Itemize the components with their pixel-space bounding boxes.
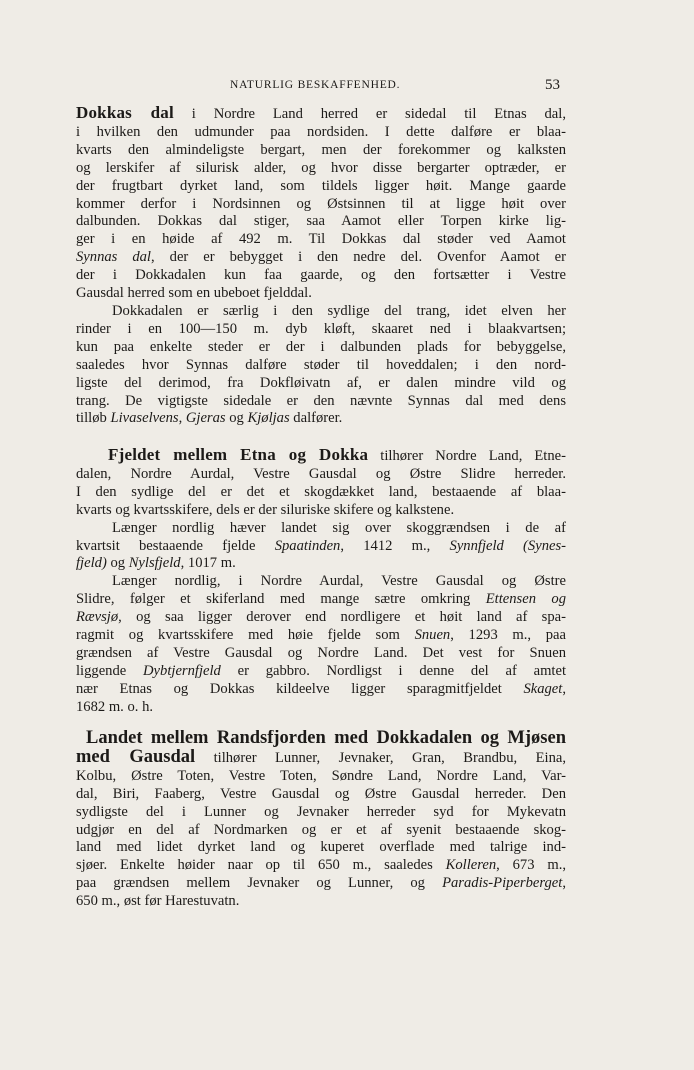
text-line: fjeld) og Nylsfjeld, 1017 m. [76,555,236,572]
text-line: der i Dokkadalen kun faa gaarde, og den fortsætter i Vestre [76,267,566,284]
text-line: rinder i en 100—150 m. dyb kløft, skaaret ned i blaakvartsen; [76,320,566,337]
text-line: ragmit og kvartsskifere med høie fjelde som Snuen, 1293 m., paa [76,627,566,644]
text-line: Fjeldet mellem Etna og Dokka tilhører Nordre Land, Etne- [108,446,566,464]
text-line: Længer nordlig, i Nordre Aurdal, Vestre Gausdal og Østre [112,573,566,590]
text-line: Rævsjø, og saa ligger derover end nordligere et høit land af spa- [76,609,566,626]
text-line: tilløb Livaselvens, Gjeras og Kjøljas dalfører. [76,410,343,427]
section-fjeldet-etna-dokka [76,446,566,717]
text-line: Dokkadalen er særlig i den sydlige del trang, idet elven her [112,302,566,319]
text-line: ger i en høide af 492 m. Til Dokkas dal støder ved Aamot [76,231,566,248]
text-line: dalbunden. Dokkas dal stiger, saa Aamot eller Torpen kirke lig- [76,213,566,230]
text-line: Kolbu, Østre Toten, Vestre Toten, Søndre Land, Nordre Land, Var- [76,767,566,784]
section-heading: Dokkas dal [76,104,174,122]
text-line: med Gausdal tilhører Lunner, Jevnaker, Gran, Brandbu, Eina, [76,748,566,767]
text-line: ligste del derimod, fra Dokfløivatn af, er dalen mindre vild og [76,374,566,391]
text-line: grændsen af Vestre Gausdal og Nordre Land. Det vest for Snuen [76,644,566,661]
text-line: sydligste del i Lunner og Jevnaker herreder syd for Mykevatn [76,803,566,820]
text-line: liggende Dybtjernfjeld er gabbro. Nordligst i denne del af amtet [76,662,566,679]
text-line: Slidre, følger et skiferland med mange sætre omkring Ettensen og [76,591,566,608]
text-line: der frugtbart dyrket land, som tildels ligger høit. Mange gaarde [76,177,566,194]
text-line: udgjør en del af Nordmarken og er et af syenit bestaaende skog- [76,821,566,838]
text-line: kommer derfor i Nordsinnen og Østsinnen til at ligge høit over [76,195,566,212]
text-line: Længer nordlig hæver landet sig over skoggrændsen i de af [112,519,566,536]
section-heading: Landet mellem Randsfjorden med Dokkadalen og Mjøsen [86,730,566,748]
text-line: 1682 m. o. h. [76,698,154,715]
text-line: dalen, Nordre Aurdal, Vestre Gausdal og Østre Slidre herreder. [76,465,566,482]
text-line: kvartsit bestaaende fjelde Spaatinden, 1412 m., Synnfjeld (Synes- [76,537,566,554]
running-title: NATURLIG BESKAFFENHED. [230,79,401,91]
text-line: paa grændsen mellem Jevnaker og Lunner, og Paradis-Piperberget, [76,875,566,892]
text-line: kvarts og kvartsskifere, dels er der siluriske skifere og kalkstene. [76,501,455,518]
text-line: sjøer. Enkelte høider naar op til 650 m., saaledes Kolleren, 673 m., [76,857,566,874]
page-number: 53 [545,77,560,93]
text-line: Synnas dal, der er bebygget i den nedre del. Ovenfor Aamot er [76,249,566,266]
section-heading: Fjeldet mellem Etna og Dokka [108,446,369,464]
text-line: Dokkas dal i Nordre Land herred er sidedal til Etnas dal, [76,104,566,122]
section-heading-cont: med Gausdal [76,748,196,767]
text-line: nær Etnas og Dokkas kildeelve ligger sparagmitfjeldet Skaget, [76,680,566,697]
text-line: i hvilken den udmunder paa nordsiden. I dette dalføre er blaa- [76,123,566,140]
text-line: og lerskifer af silurisk alder, og hvor disse bergarter optræder, er [76,159,566,176]
text-line: Gausdal herred som en ubeboet fjelddal. [76,285,312,302]
text-line: dal, Biri, Faaberg, Vestre Gausdal og Østre Gausdal herreder. Den [76,785,566,802]
text-line: kun paa enkelte steder er der i dalbunden plads for bebyggelse, [76,338,566,355]
text-line: 650 m., øst før Harestuvatn. [76,893,240,910]
section-landet-randsfjorden [76,730,566,911]
text-line: land med lidet dyrket land og kuperet overflade med talrige ind- [76,839,566,856]
text-line: I den sydlige del er det et skogdækket land, bestaaende af blaa- [76,483,566,500]
text-line: saaledes hvor Synnas dalføre støder til hoveddalen; i den nord- [76,356,566,373]
text-line [76,730,566,749]
text-line: kvarts den almindeligste bergart, men der forekommer og kalksten [76,141,566,158]
text-line: trang. De vigtigste sidedale er den nævnte Synnas dal med dens [76,392,566,409]
section-dokkas-dal [76,104,566,428]
